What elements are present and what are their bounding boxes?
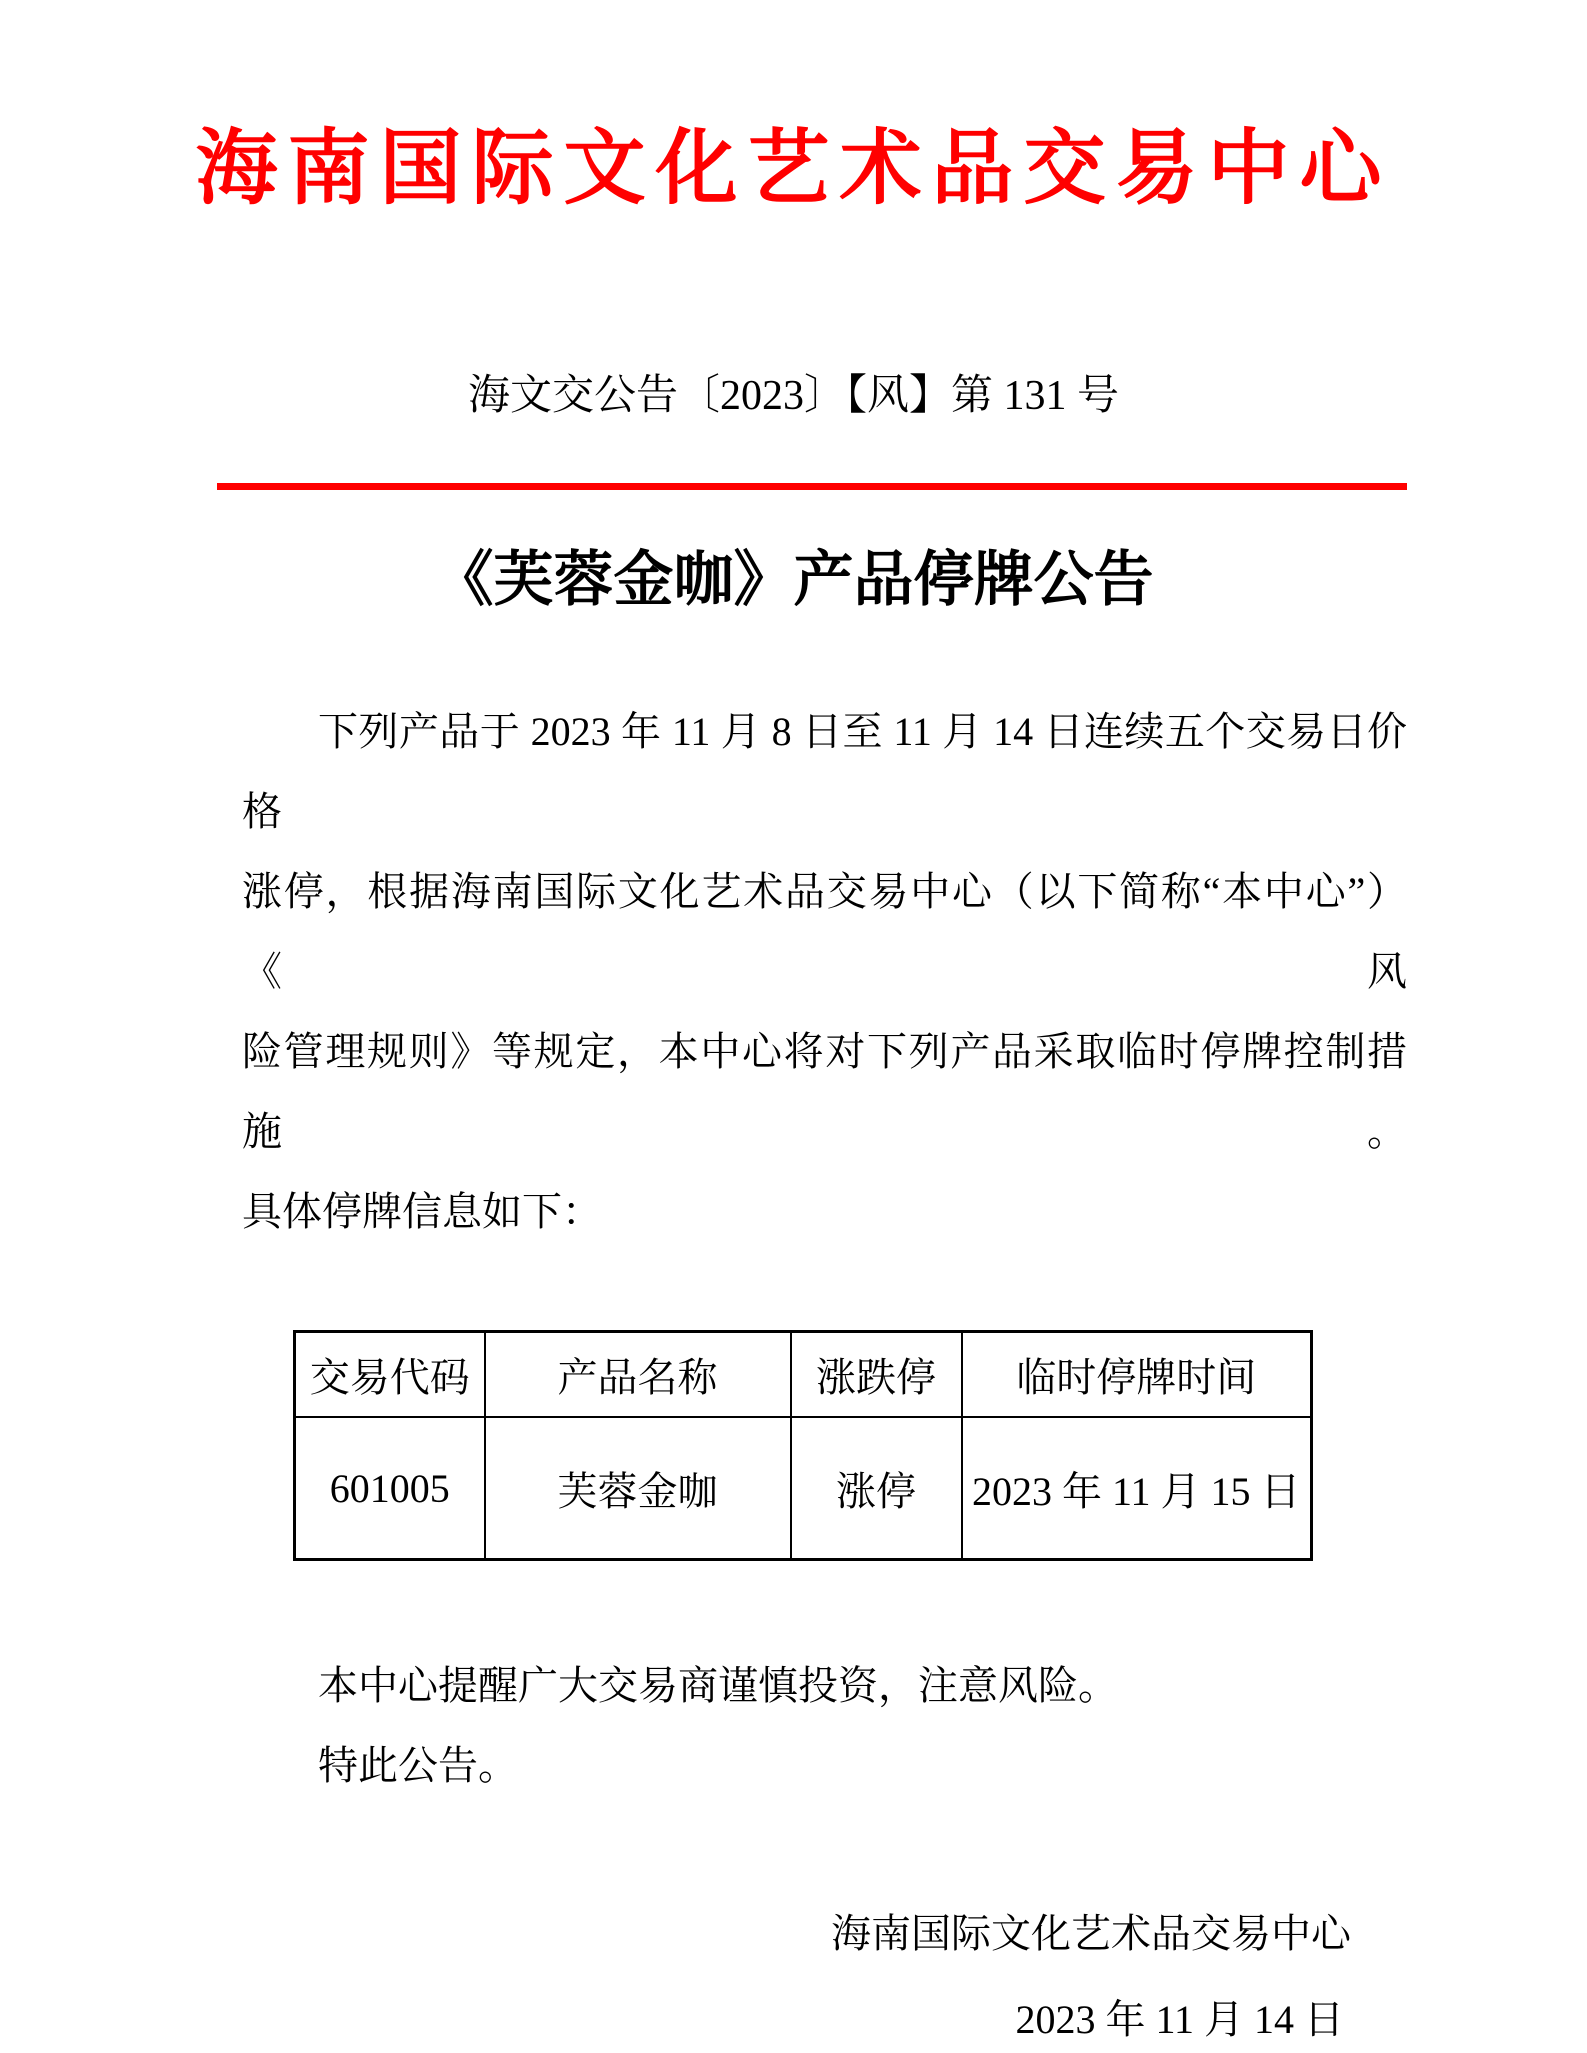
cell-product-name: 芙蓉金咖	[485, 1417, 791, 1560]
cell-suspension-time: 2023 年 11 月 15 日	[962, 1417, 1312, 1560]
table-row	[295, 1417, 1312, 1560]
column-header-limit-status: 涨跌停	[791, 1332, 962, 1418]
suspension-table	[293, 1330, 1313, 1561]
document-title: 《芙蓉金咖》产品停牌公告	[433, 547, 1154, 613]
body-line: 下列产品于 2023 年 11 月 8 日至 11 月 14 日连续五个交易日价格	[242, 709, 1407, 834]
letterhead-title: 海南国际文化艺术品交易中心	[195, 123, 1392, 214]
closing-line-hereby-announced: 特此公告。	[318, 1743, 518, 1788]
cell-limit-status: 涨停	[791, 1417, 962, 1560]
column-header-trade-code: 交易代码	[295, 1332, 485, 1418]
document-number: 海文交公告〔2023〕【风】第 131 号	[467, 373, 1119, 419]
red-divider-line	[217, 483, 1407, 490]
issue-date: 2023 年 11 月 14 日	[1015, 1997, 1344, 2042]
closing-line-risk-warning: 本中心提醒广大交易商谨慎投资，注意风险。	[318, 1663, 1118, 1708]
body-line: 具体停牌信息如下：	[242, 1189, 602, 1234]
closing-paragraph	[242, 1646, 1407, 1806]
suspension-table-wrapper	[293, 1330, 1587, 1561]
issuer-signature: 海南国际文化艺术品交易中心	[831, 1911, 1351, 1956]
body-line: 涨停，根据海南国际文化艺术品交易中心（以下简称“本中心”）《风	[242, 869, 1407, 994]
column-header-product-name: 产品名称	[485, 1332, 791, 1418]
column-header-suspension-time: 临时停牌时间	[962, 1332, 1312, 1418]
cell-trade-code: 601005	[295, 1417, 485, 1560]
body-line: 险管理规则》等规定，本中心将对下列产品采取临时停牌控制措施。	[242, 1029, 1407, 1154]
table-header-row	[295, 1332, 1312, 1418]
body-paragraph	[242, 692, 1407, 1252]
